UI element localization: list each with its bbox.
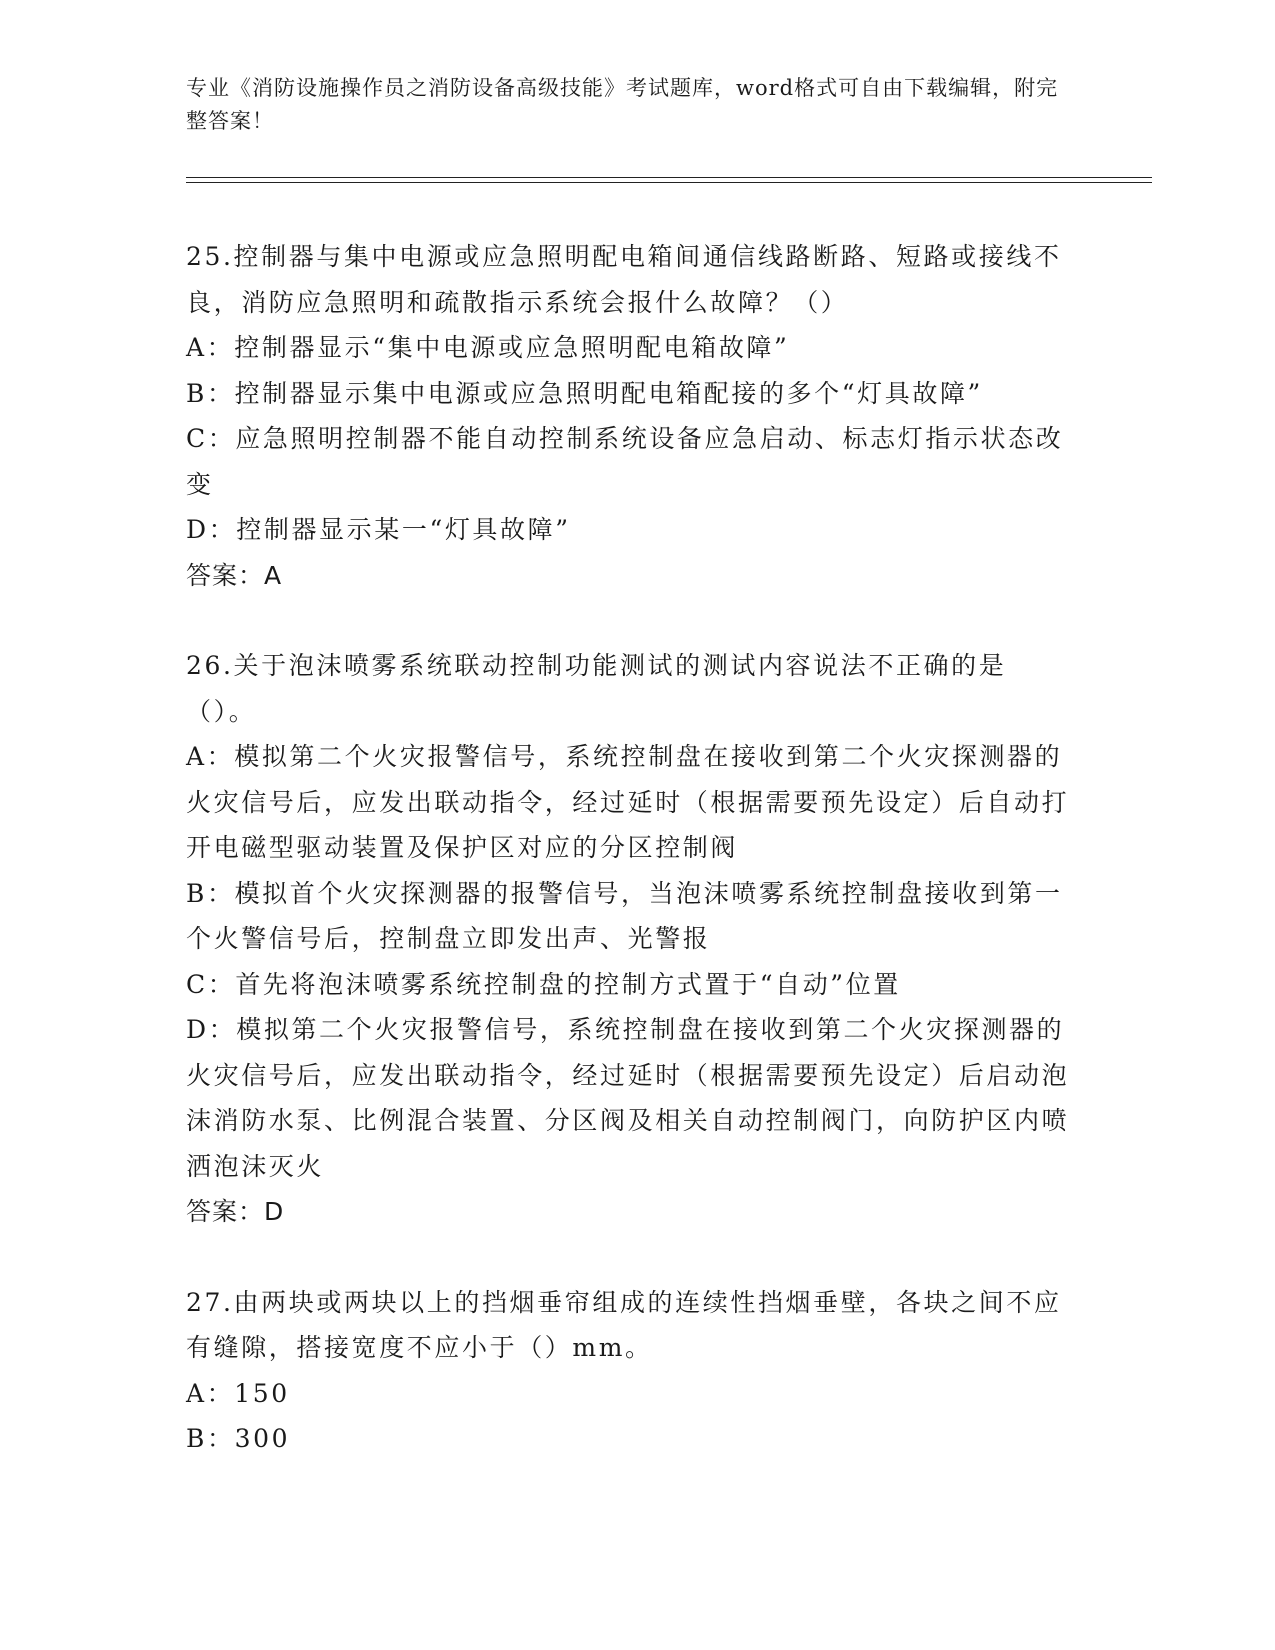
option-a: A：模拟第二个火灾报警信号，系统控制盘在接收到第二个火灾探测器的火灾信号后，应发出联动指令，经过延时（根据需要预先设定）后自动打开电磁型驱动装置及保护区对应的分区控制阀: [186, 742, 1070, 862]
header-rule-bottom: [186, 182, 1152, 183]
option-d: D：模拟第二个火灾报警信号，系统控制盘在接收到第二个火灾探测器的火灾信号后，应发出联动指令，经过延时（根据需要预先设定）后启动泡沫消防水泵、比例混合装置、分区阀及相关自动控制阀门，向防护区内喷洒泡沫灭火: [186, 1015, 1070, 1181]
answer: 答案：A: [186, 560, 283, 590]
page-header: 专业《消防设施操作员之消防设备高级技能》考试题库，word格式可自由下载编辑，附完整答案！: [186, 76, 1059, 133]
option-d: D：控制器显示某一“灯具故障”: [186, 515, 571, 544]
question-27: [186, 1280, 1076, 1462]
question-stem: 25.控制器与集中电源或应急照明配电箱间通信线路断路、短路或接线不良，消防应急照明和疏散指示系统会报什么故障？（）: [186, 242, 1062, 317]
option-a: A：150: [186, 1378, 290, 1408]
header-rule-top: [186, 177, 1152, 178]
question-stem: 26.关于泡沫喷雾系统联动控制功能测试的测试内容说法不正确的是（）。: [186, 651, 1007, 726]
option-b: B：300: [186, 1424, 291, 1453]
option-c: C：首先将泡沫喷雾系统控制盘的控制方式置于“自动”位置: [186, 969, 901, 999]
answer: 答案：D: [186, 1197, 285, 1226]
question-list: [186, 234, 1076, 1507]
option-b: B：控制器显示集中电源或应急照明配电箱配接的多个“灯具故障”: [186, 378, 983, 408]
question-stem: 27.由两块或两块以上的挡烟垂帘组成的连续性挡烟垂壁，各块之间不应有缝隙，搭接宽度不应小于（）mm。: [186, 1287, 1062, 1362]
option-b: B：模拟首个火灾探测器的报警信号，当泡沫喷雾系统控制盘接收到第一个火警信号后，控制盘立即发出声、光警报: [186, 878, 1063, 953]
question-25: [186, 234, 1076, 598]
question-26: [186, 643, 1076, 1235]
option-c: C：应急照明控制器不能自动控制系统设备应急启动、标志灯指示状态改变: [186, 424, 1064, 499]
option-a: A：控制器显示“集中电源或应急照明配电箱故障”: [186, 333, 790, 362]
